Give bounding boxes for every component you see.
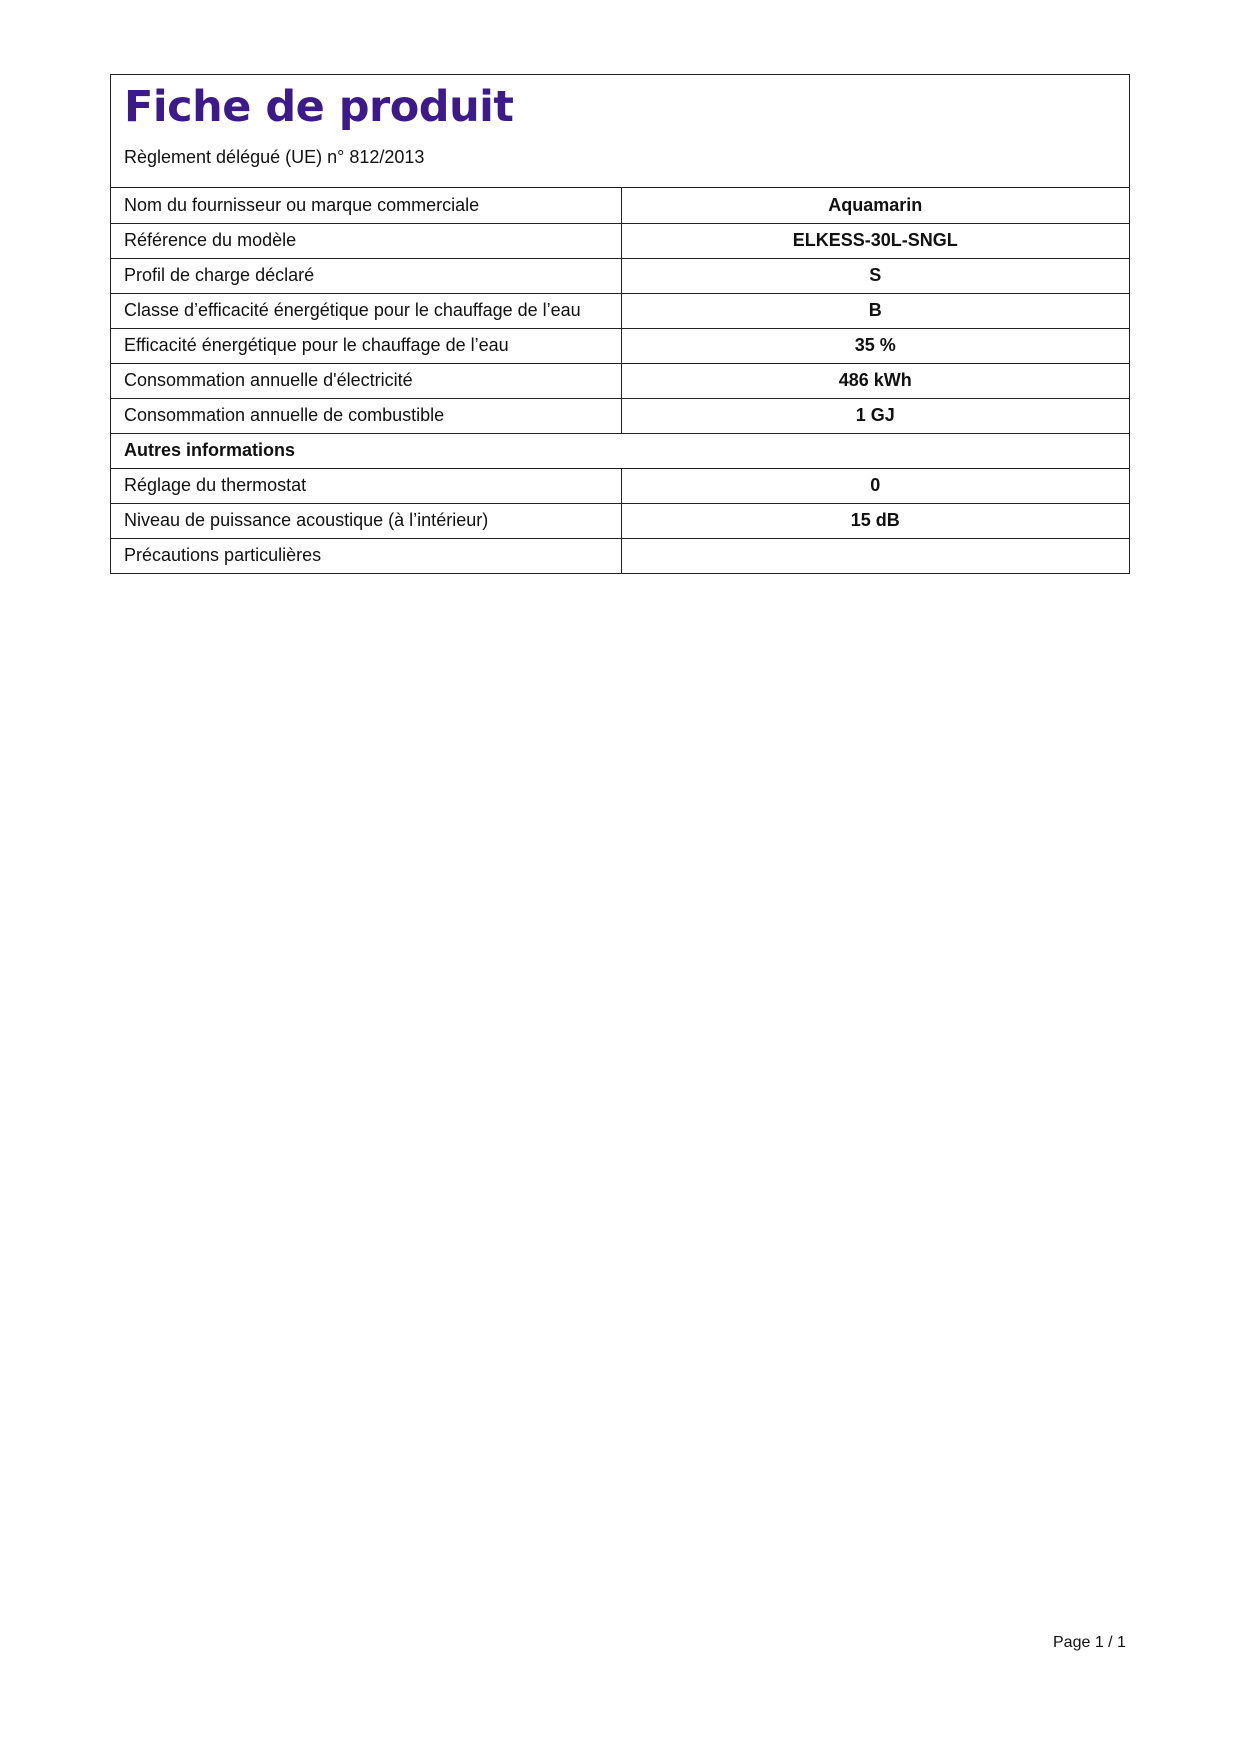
regulation-subtitle: Règlement délégué (UE) n° 812/2013 (124, 147, 425, 167)
row-value: 1 GJ (621, 398, 1129, 433)
row-value (621, 538, 1129, 573)
row-value: ELKESS-30L-SNGL (621, 223, 1129, 258)
table-row (111, 398, 1129, 433)
row-label: Consommation annuelle d'électricité (111, 363, 621, 398)
table-row (111, 293, 1129, 328)
row-label: Référence du modèle (111, 223, 621, 258)
page-title: Fiche de produit (124, 82, 514, 132)
product-sheet (110, 74, 1130, 574)
row-label: Réglage du thermostat (111, 468, 621, 503)
sheet-header (111, 75, 1129, 188)
table-row (111, 223, 1129, 258)
table-row (111, 503, 1129, 538)
page-number: Page 1 / 1 (1053, 1634, 1126, 1651)
row-value: B (621, 293, 1129, 328)
table-row (111, 363, 1129, 398)
row-label: Classe d’efficacité énergétique pour le chauffage de l’eau (111, 293, 621, 328)
table-row (111, 328, 1129, 363)
row-value: 35 % (621, 328, 1129, 363)
table-row (111, 258, 1129, 293)
section-header-row (111, 433, 1129, 468)
row-value: 486 kWh (621, 363, 1129, 398)
section-header: Autres informations (111, 433, 1129, 468)
row-value: S (621, 258, 1129, 293)
table-row (111, 188, 1129, 223)
row-label: Consommation annuelle de combustible (111, 398, 621, 433)
table-row (111, 538, 1129, 573)
product-info-table (111, 188, 1129, 573)
row-label: Niveau de puissance acoustique (à l’intérieur) (111, 503, 621, 538)
row-value: 0 (621, 468, 1129, 503)
row-label: Précautions particulières (111, 538, 621, 573)
row-label: Profil de charge déclaré (111, 258, 621, 293)
table-row (111, 468, 1129, 503)
row-label: Efficacité énergétique pour le chauffage de l’eau (111, 328, 621, 363)
row-label: Nom du fournisseur ou marque commerciale (111, 188, 621, 223)
row-value: 15 dB (621, 503, 1129, 538)
row-value: Aquamarin (828, 194, 923, 215)
